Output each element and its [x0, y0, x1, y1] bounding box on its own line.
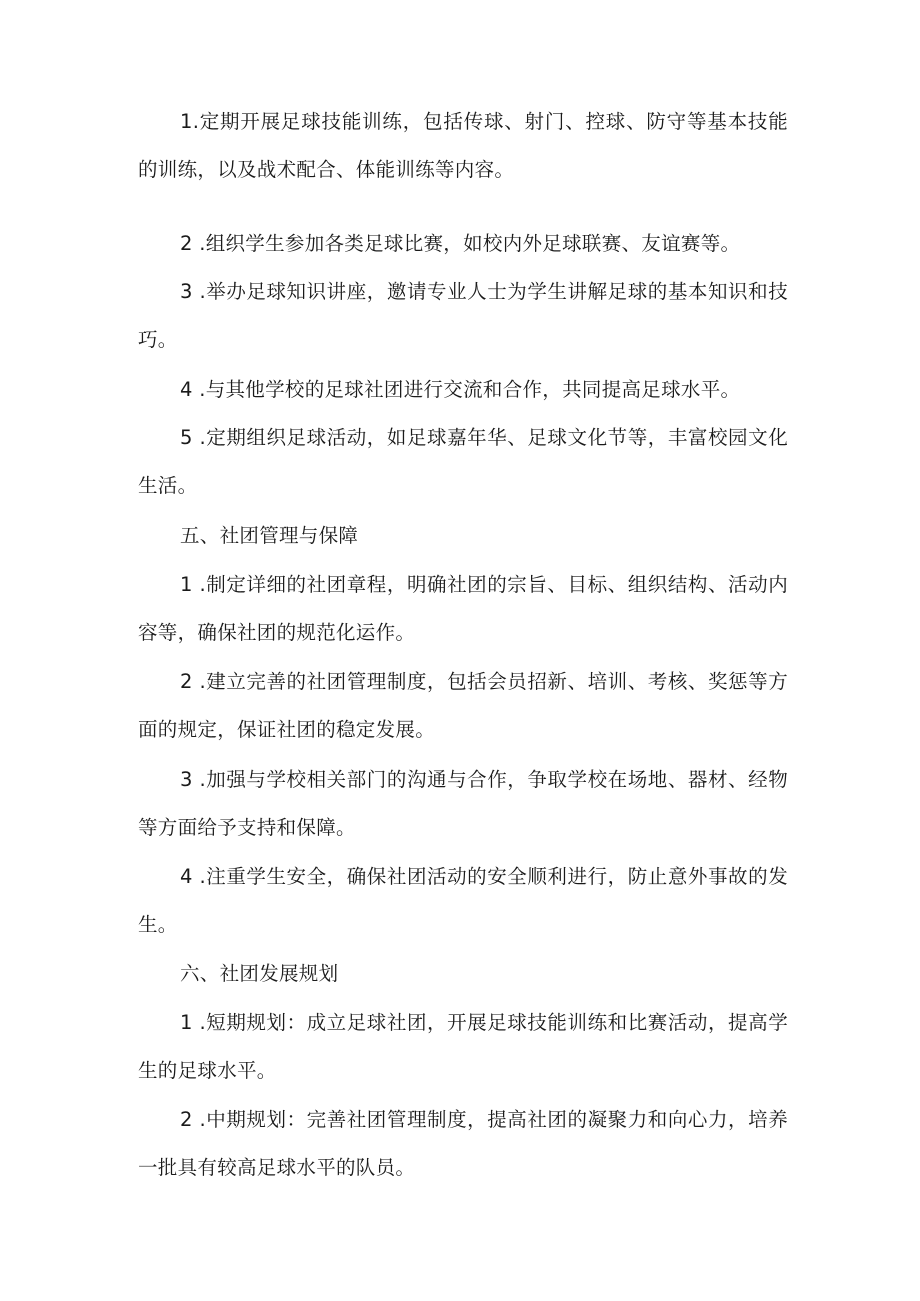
paragraph-activity-3: 3 .举办足球知识讲座，邀请专业人士为学生讲解足球的基本知识和技巧。 [138, 280, 788, 351]
paragraph-development-2: 2 .中期规划：完善社团管理制度，提高社团的凝聚力和向心力，培养一批具有较高足球水平的队员。 [138, 1108, 788, 1179]
paragraph-activity-4: 4 .与其他学校的足球社团进行交流和合作，共同提高足球水平。 [180, 378, 741, 401]
paragraph-activity-5: 5 .定期组织足球活动，如足球嘉年华、足球文化节等，丰富校园文化生活。 [138, 426, 788, 497]
paragraph-management-1: 1 .制定详细的社团章程，明确社团的宗旨、目标、组织结构、活动内容等，确保社团的规范化运作。 [138, 573, 788, 644]
paragraph-management-2: 2 .建立完善的社团管理制度，包括会员招新、培训、考核、奖惩等方面的规定，保证社团的稳定发展。 [138, 670, 788, 741]
paragraph-development-1: 1 .短期规划：成立足球社团，开展足球技能训练和比赛活动，提高学生的足球水平。 [138, 1011, 788, 1082]
paragraph-management-3: 3 .加强与学校相关部门的沟通与合作，争取学校在场地、器材、经物等方面给予支持和保障。 [138, 768, 788, 839]
paragraph-management-4: 4 .注重学生安全，确保社团活动的安全顺利进行，防止意外事故的发生。 [138, 865, 788, 936]
paragraph-activity-1: 1.定期开展足球技能训练，包括传球、射门、控球、防守等基本技能的训练，以及战术配合、体能训练等内容。 [138, 110, 788, 181]
section-heading-management: 五、社团管理与保障 [180, 524, 359, 547]
section-heading-development: 六、社团发展规划 [180, 962, 339, 985]
paragraph-activity-2: 2 .组织学生参加各类足球比赛，如校内外足球联赛、友谊赛等。 [180, 232, 741, 255]
